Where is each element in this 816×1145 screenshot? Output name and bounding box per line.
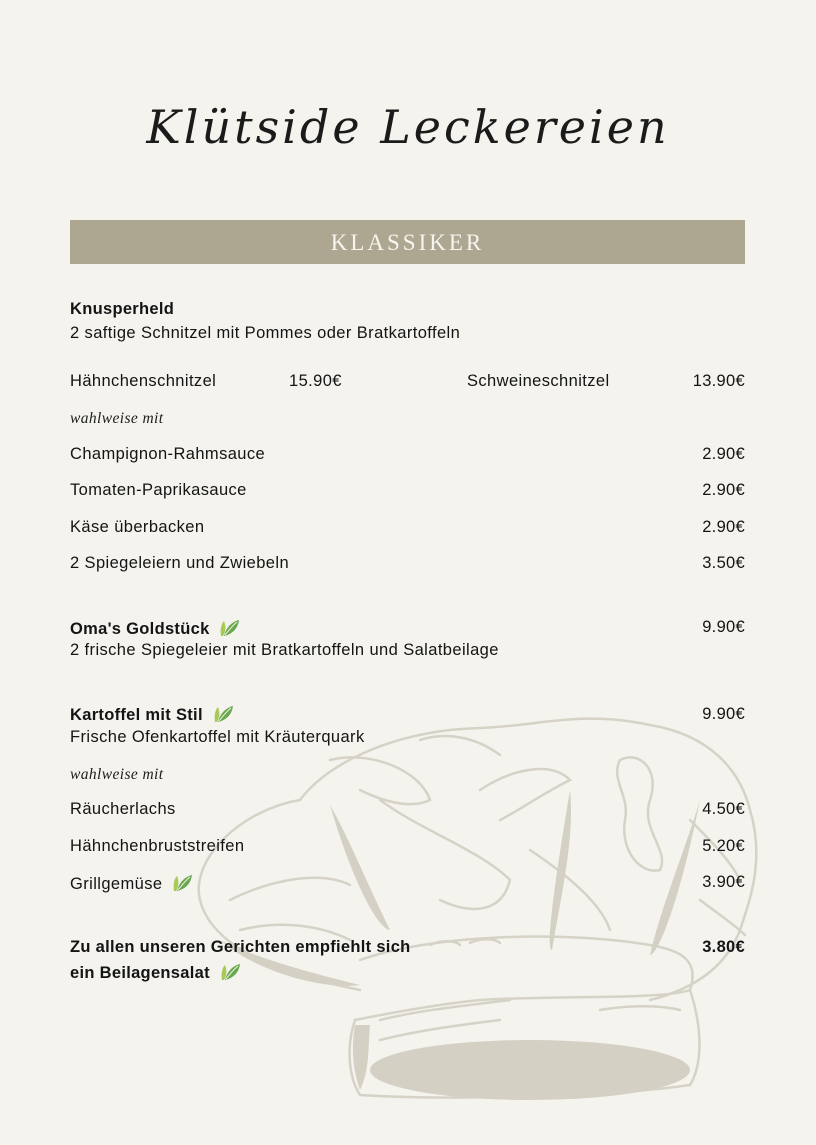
option-label: 2 Spiegeleiern und Zwiebeln — [70, 554, 290, 572]
option-price: 2.90€ — [702, 481, 745, 499]
restaurant-title: Klütside Leckereien — [146, 100, 670, 154]
dish-name: Kartoffel mit Stil — [70, 706, 203, 724]
side-salad-line2-row — [70, 962, 241, 983]
option-price: 5.20€ — [702, 837, 745, 855]
dish-name: Oma's Goldstück — [70, 620, 210, 638]
leaf-icon — [218, 618, 240, 638]
option-label: Hähnchenbruststreifen — [70, 837, 245, 855]
dish-description: 2 frische Spiegeleier mit Bratkartoffeln und Salatbeilage — [70, 641, 499, 659]
dish-name: Knusperheld — [70, 300, 175, 318]
option-label: Grillgemüse — [70, 875, 163, 893]
options-label: wahlweise mit — [70, 766, 164, 783]
section-title: KLASSIKER — [330, 230, 485, 255]
side-salad-line1: Zu allen unseren Gerichten empfiehlt sich — [70, 938, 411, 956]
dish-price: 9.90€ — [702, 705, 745, 723]
dish-name-row — [70, 704, 234, 725]
option-price: 3.50€ — [702, 554, 745, 572]
option-price: 2.90€ — [702, 518, 745, 536]
option-price: 4.50€ — [702, 800, 745, 818]
dish-price: 9.90€ — [702, 618, 745, 636]
variant-label: Hähnchenschnitzel — [70, 372, 217, 390]
dish-description: 2 saftige Schnitzel mit Pommes oder Bratkartoffeln — [70, 324, 461, 342]
chef-hat-illustration — [180, 700, 780, 1100]
option-label: Tomaten-Paprikasauce — [70, 481, 247, 499]
variant-price: 15.90€ — [289, 372, 342, 390]
options-label: wahlweise mit — [70, 410, 164, 427]
option-price: 2.90€ — [702, 445, 745, 463]
option-label: Käse überbacken — [70, 518, 205, 536]
side-salad-price: 3.80€ — [702, 938, 745, 956]
variant-price: 13.90€ — [692, 372, 745, 390]
leaf-icon — [219, 962, 241, 982]
side-salad-line2: ein Beilagensalat — [70, 964, 210, 982]
section-banner — [70, 220, 745, 264]
option-label: Räucherlachs — [70, 800, 176, 818]
leaf-icon — [171, 873, 193, 893]
option-label: Champignon-Rahmsauce — [70, 445, 266, 463]
dish-name-row — [70, 618, 240, 639]
option-price: 3.90€ — [702, 873, 745, 891]
leaf-icon — [212, 704, 234, 724]
option-row — [70, 873, 193, 894]
variant-label: Schweineschnitzel — [467, 372, 610, 390]
dish-description: Frische Ofenkartoffel mit Kräuterquark — [70, 728, 365, 746]
